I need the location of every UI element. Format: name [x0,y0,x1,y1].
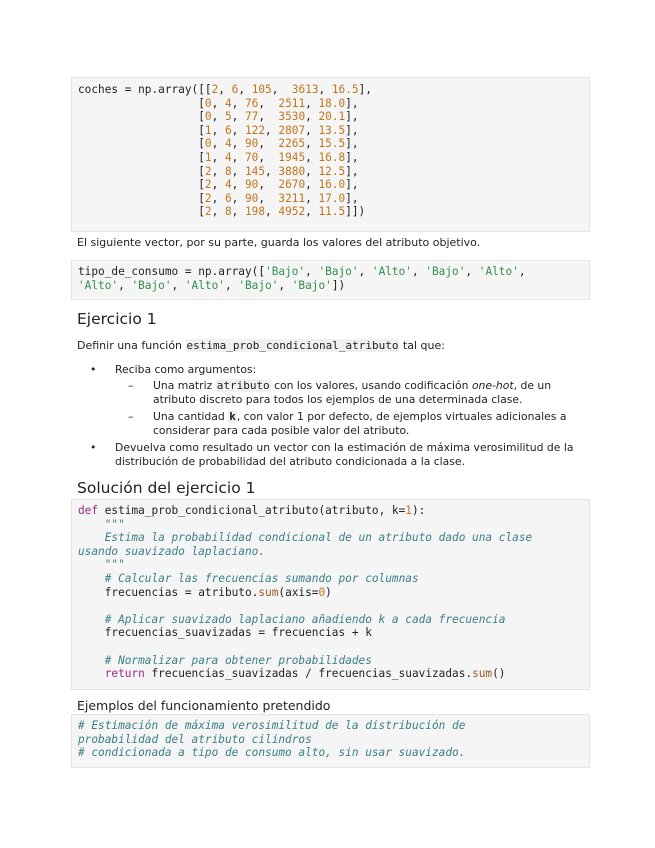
code-token: 13.5 [318,123,346,137]
code-token: # Aplicar suavizado laplaciano añadiendo k a cada frecuencia [78,612,506,626]
code-line [78,518,583,532]
code-token: , [231,123,245,137]
code-token: 122 [245,123,266,137]
code-token: # Calcular las frecuencias sumando por columnas [78,571,419,585]
code-token: frecuencias_suavizadas = frecuencias + k [78,626,372,640]
code-token: """ [78,517,125,531]
code-token: ], [345,123,359,137]
code-line [78,667,583,681]
code-line [78,626,583,640]
code-token: , [305,110,319,124]
code-token: , [118,278,132,292]
code-token: frecuencias_suavizadas / frecuencias_suavizadas. [144,667,473,681]
code-token: 11.5 [318,205,346,219]
code-token: 2 [204,205,212,219]
code-token: 'Alto' [184,278,225,292]
code-token: 4 [224,178,232,192]
code-token: , [305,123,319,137]
code-atributo: atributo [216,379,270,392]
code-token: 'Bajo' [318,265,359,278]
code-token: , [305,137,319,151]
code-token: 'Bajo' [131,278,172,292]
code-token: , [231,191,245,205]
code-line [78,165,583,179]
code-token: , [265,164,279,178]
code-token: 1 [204,123,212,137]
code-line [78,733,583,747]
code-token: , [465,265,479,278]
code-token: 8 [224,164,232,178]
code-token: 2 [211,83,219,96]
code-token: ], [345,96,359,110]
code-token: # Normalizar para obtener probabilidades [78,653,372,667]
code-token: , [258,178,279,192]
code-token: 'Alto' [478,265,519,278]
code-token: 'Bajo' [425,265,466,278]
code-block-coches [71,77,590,232]
code-token: 90 [245,137,259,151]
code-line [78,178,583,192]
code-token: def [78,504,99,517]
code-k: k [229,410,236,423]
code-token: 2 [204,191,212,205]
code-token: , [211,96,225,110]
text: , con valor 1 por defecto, de ejemplos virtuales adicionales a [236,410,567,423]
code-token: , [518,265,526,278]
code-token: , [305,96,319,110]
code-line [78,504,583,518]
bullet-dash: – [128,410,134,423]
code-line [78,83,583,97]
code-token: 'Bajo' [238,278,279,292]
code-token: 6 [224,191,232,205]
code-token: , [305,191,319,205]
code-token: 16.5 [331,83,359,96]
code-token: ], [345,178,359,192]
code-token: ], [358,83,372,96]
code-token: 8 [224,205,232,219]
code-token: 2265 [278,137,306,151]
code-line [78,545,583,559]
code-token: 3530 [278,110,306,124]
code-block-examples [71,714,590,768]
code-token: ], [345,137,359,151]
paragraph-target-vector: El siguiente vector, por su parte, guarda los valores del atributo objetivo. [77,236,481,249]
code-token: , [231,110,245,124]
code-token: ]]) [345,205,366,219]
code-token: 198 [245,205,266,219]
code-line [78,192,583,206]
code-token: 105 [251,83,272,96]
text: , de un [513,379,552,392]
code-token: 0 [204,137,212,151]
code-token: 2807 [278,123,306,137]
code-token: , [211,137,225,151]
code-token: , [258,96,279,110]
code-token: 16.8 [318,150,346,164]
heading-ejercicio-1: Ejercicio 1 [77,310,157,328]
code-token: 1 [405,504,412,517]
code-token: 145 [245,164,266,178]
code-token: ], [345,164,359,178]
code-token: [ [78,164,205,178]
code-token: 2511 [278,96,306,110]
text: Una cantidad [153,410,229,423]
code-token: , [231,137,245,151]
code-token: , [171,278,185,292]
code-token: 70 [245,150,259,164]
code-token: , [224,278,239,292]
exercise-definition [77,339,445,353]
bullet-return-line1: Devuelva como resultado un vector con la estimación de máxima verosimilitud de la [115,441,574,454]
code-token: 'Alto' [371,265,412,278]
function-name-code: estima_prob_condicional_atributo [186,339,399,352]
code-token: ], [345,110,359,124]
code-token: , [211,110,225,124]
code-token: , [318,83,332,96]
code-token: tipo_de_consumo = np.array([ [78,265,266,278]
code-token: , [411,265,426,278]
code-token: , [231,164,245,178]
code-token: 0 [318,585,326,599]
code-token: ], [345,150,359,164]
code-token: [ [78,96,205,110]
code-token: # Estimación de máxima verosimilitud de la distribución de [78,719,466,732]
code-token: 2670 [278,178,306,192]
code-block-solution [71,499,590,690]
code-token: 1 [204,150,212,164]
code-token: 3880 [278,164,306,178]
code-line [78,151,583,165]
bullet-k-line2: considerar para cada posible valor del atributo. [153,424,410,437]
code-token: 20.1 [318,110,346,124]
code-token: 16.0 [318,178,346,192]
code-token: , [231,150,245,164]
code-token: sum [472,667,493,681]
definition-suffix: tal que: [399,339,445,352]
code-token: 90 [245,178,259,192]
code-token: 3613 [291,83,319,96]
code-token: 'Alto' [78,278,119,292]
code-token: , [211,164,225,178]
code-token: 18.0 [318,96,346,110]
code-token: , [218,83,232,96]
code-line [78,558,583,572]
code-token: (axis= [278,585,319,599]
bullet-k-line1 [153,409,566,424]
bullet-dot: • [90,441,97,454]
code-token: ) [325,585,332,599]
code-token: Estima la probabilidad condicional de un atributo dado una clase [78,531,533,545]
code-token: [ [78,137,205,151]
code-token: 4 [224,96,232,110]
definition-prefix: Definir una función [77,339,186,352]
code-token: 2 [204,178,212,192]
code-line [78,531,583,545]
code-token: 15.5 [318,137,346,151]
text: con los valores, usando codificación [270,379,472,392]
code-token: , [258,191,279,205]
code-token: 1945 [278,150,306,164]
code-token: 77 [245,110,259,124]
code-token: probabilidad del atributo cilindros [78,732,312,746]
text: Una matriz [153,379,216,392]
code-token: , [278,278,292,292]
code-token: sum [258,585,279,599]
code-line [78,613,583,627]
code-token: 0 [204,110,212,124]
code-token: 4952 [278,205,306,219]
code-token: , [231,96,245,110]
code-token: , [305,265,319,278]
code-token: # condicionada a tipo de consumo alto, sin usar suavizado. [78,746,466,760]
code-token: ]) [331,278,346,292]
code-token: 0 [204,96,212,110]
code-token: , [211,150,225,164]
code-token: [ [78,150,205,164]
code-token: """ [78,558,125,572]
code-token: , [258,110,279,124]
code-token: 4 [224,137,232,151]
code-block-tipo-de-consumo [71,260,590,300]
code-token: , [231,178,245,192]
code-line [78,640,583,654]
code-token: 6 [231,83,239,96]
code-token: coches = np.array([[ [78,83,212,96]
code-line [78,572,583,586]
code-token: 12.5 [318,164,346,178]
code-token: return [78,667,145,681]
code-line [78,746,583,760]
code-line [78,719,583,733]
code-token: , [258,150,279,164]
code-token: , [265,123,279,137]
code-token: , [265,205,279,219]
code-token: 4 [224,150,232,164]
code-token: , [305,150,319,164]
code-token: , [211,191,225,205]
code-line [78,124,583,138]
code-token: , [305,164,319,178]
heading-ejemplos: Ejemplos del funcionamiento pretendido [77,698,331,713]
code-token: , [238,83,252,96]
code-line [78,586,583,600]
code-line [78,137,583,151]
code-token: [ [78,110,205,124]
bullet-arguments: Reciba como argumentos: [115,363,257,376]
code-token: estima_prob_condicional_atributo(atributo, k= [98,504,406,517]
code-token: 6 [224,123,232,137]
code-token: usando suavizado laplaciano. [78,544,266,558]
code-token: 17.0 [318,191,346,205]
code-token: [ [78,191,205,205]
heading-solucion: Solución del ejercicio 1 [77,479,256,497]
code-token: ], [345,191,359,205]
code-token: 90 [245,191,259,205]
code-token: ): [411,504,426,517]
code-line [78,265,583,279]
code-token: , [211,178,225,192]
code-token: [ [78,123,205,137]
code-token: [ [78,178,205,192]
code-token: [ [78,205,205,219]
bullet-matrix-line2: atributo discreto para todos los ejemplos de una determinada clase. [153,393,523,406]
code-line [78,654,583,668]
code-token: , [211,123,225,137]
code-token: 'Bajo' [265,265,306,278]
code-line [78,599,583,613]
code-line [78,279,583,293]
code-token: , [305,205,319,219]
code-token: frecuencias = atributo. [78,585,259,599]
code-line [78,110,583,124]
bullet-dot: • [90,363,97,376]
bullet-dash: – [128,379,134,392]
code-line [78,97,583,111]
code-token: () [492,667,506,681]
code-token: 76 [245,96,259,110]
bullet-return-line2: distribución de probabilidad del atributo condicionada a la clase. [115,455,466,468]
code-token: 2 [204,164,212,178]
code-line [78,205,583,219]
emphasis-one-hot: one-hot [471,379,514,392]
code-token: , [211,205,225,219]
code-token: , [258,137,279,151]
code-token: , [305,178,319,192]
code-token: 3211 [278,191,306,205]
code-token: , [231,205,245,219]
code-token: 5 [224,110,232,124]
code-token: , [271,83,292,96]
code-token: 'Bajo' [291,278,332,292]
bullet-matrix-line1 [153,378,551,393]
code-token: , [358,265,372,278]
